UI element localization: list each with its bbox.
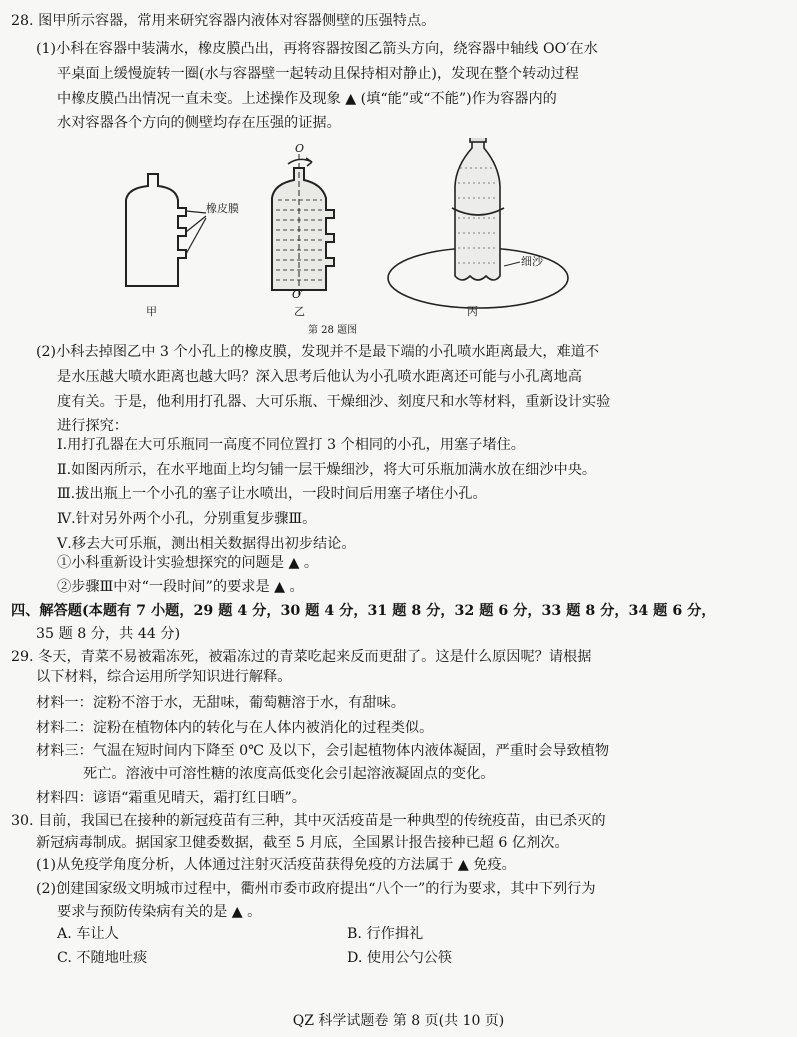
q30-p2-line2: 要求与预防传染病有关的是 ▲ 。 <box>57 904 262 920</box>
q30-p2-line1: (2)创建国家级文明城市过程中，衢州市委市政府提出“八个一”的行为要求，其中下列行为 <box>36 881 596 897</box>
q29-intro-line2: 以下材料，综合运用所学知识进行解释。 <box>36 669 292 685</box>
label-membrane: 橡皮膜 <box>206 202 239 215</box>
container-jia <box>126 174 206 286</box>
q30-option-c: C. 不随地吐痰 <box>57 950 148 966</box>
q29-material-1: 材料一：淀粉不溶于水，无甜味，葡萄糖溶于水，有甜味。 <box>36 695 405 711</box>
label-yi: 乙 <box>294 305 305 318</box>
q28-step-4: Ⅳ.针对另外两个小孔，分别重复步骤Ⅲ。 <box>57 511 317 527</box>
q28-p2-line1: (2)小科去掉图乙中 3 个小孔上的橡皮膜，发现并不是最下端的小孔喷水距离最大，难道不 <box>36 344 600 360</box>
figure-caption: 第 28 题图 <box>308 325 358 336</box>
label-jia: 甲 <box>146 305 157 318</box>
section4-heading-line2: 35 题 8 分，共 44 分) <box>36 626 181 642</box>
q30-option-d: D. 使用公勺公筷 <box>347 950 453 966</box>
q28-p1-line1: (1)小科在容器中装满水，橡皮膜凸出，再将容器按图乙箭头方向，绕容器中轴线 OO′在水 <box>36 41 598 57</box>
figure-28 <box>0 138 797 338</box>
q28-p1-line3: 中橡皮膜凸出情况一直未变。上述操作及现象 ▲ (填“能”或“不能”)作为容器内的 <box>57 91 557 107</box>
label-bing: 丙 <box>467 305 478 318</box>
q29-material-2: 材料二：淀粉在植物体内的转化与在人体内被消化的过程类似。 <box>36 720 434 736</box>
q30-p1: (1)从免疫学角度分析，人体通过注射灭活疫苗获得免疫的方法属于 ▲ 免疫。 <box>36 857 516 873</box>
q29-material-3: 材料三：气温在短时间内下降至 0℃ 及以下，会引起植物体内液体凝固，严重时会导致植物 <box>36 743 610 759</box>
q29-intro-line1: 29. 冬天，青菜不易被霜冻死，被霜冻过的青菜吃起来反而更甜了。这是什么原因呢？请根据 <box>11 649 592 665</box>
q29-material-4: 材料四：谚语“霜重见晴天，霜打红日晒”。 <box>36 790 306 806</box>
q30-intro-line2: 新冠病毒制成。据国家卫健委数据，截至 5 月底，全国累计报告接种已超 6 亿剂次。 <box>36 835 569 851</box>
q29-material-3-cont: 死亡。溶液中可溶性糖的浓度高低变化会引起溶液凝固点的变化。 <box>83 766 495 782</box>
q28-step-2: Ⅱ.如图丙所示，在水平地面上均匀铺一层干燥细沙，将大可乐瓶加满水放在细沙中央。 <box>57 462 597 478</box>
q30-option-b: B. 行作揖礼 <box>347 926 424 942</box>
label-o-bottom: O′ <box>292 288 304 301</box>
label-o-top: O <box>295 142 305 155</box>
page-footer: QZ 科学试题卷 第 8 页(共 10 页) <box>292 1013 505 1029</box>
q28-sub-1: ①小科重新设计实验想探究的问题是 ▲ 。 <box>57 555 319 571</box>
q28-step-3: Ⅲ.拔出瓶上一个小孔的塞子让水喷出，一段时间后用塞子堵住小孔。 <box>57 486 487 502</box>
q28-title: 28. 图甲所示容器，常用来研究容器内液体对容器侧壁的压强特点。 <box>11 13 436 29</box>
bottle-bing <box>388 138 568 308</box>
label-sand: 细沙 <box>521 255 543 268</box>
q28-p1-line4: 水对容器各个方向的侧壁均存在压强的证据。 <box>57 115 341 131</box>
container-yi <box>272 154 334 296</box>
q28-p2-line4: 进行探究： <box>57 418 128 434</box>
section4-heading: 四、解答题(本题有 7 小题，29 题 4 分，30 题 4 分，31 题 8 分，32 题 6 分，33 题 8 分，34 题 6 分， <box>11 603 716 619</box>
q28-p2-line2: 是水压越大喷水距离也越大吗？深入思考后他认为小孔喷水距离还可能与小孔离地高 <box>57 369 582 385</box>
q28-p2-line3: 度有关。于是，他利用打孔器、大可乐瓶、干燥细沙、刻度尺和水等材料，重新设计实验 <box>57 394 611 410</box>
q28-step-1: Ⅰ.用打孔器在大可乐瓶同一高度不同位置打 3 个相同的小孔，用塞子堵住。 <box>57 437 525 453</box>
q28-sub-2: ②步骤Ⅲ中对“一段时间”的要求是 ▲ 。 <box>57 579 304 595</box>
q30-intro-line1: 30. 目前，我国已在接种的新冠疫苗有三种，其中灭活疫苗是一种典型的传统疫苗，由已杀灭的 <box>11 813 606 829</box>
q28-p1-line2: 平桌面上缓慢旋转一圈(水与容器壁一起转动且保持相对静止)，发现在整个转动过程 <box>57 66 579 82</box>
q30-option-a: A. 车让人 <box>57 926 119 942</box>
figure-28-drawing <box>0 138 797 338</box>
q28-step-5: Ⅴ.移去大可乐瓶，测出相关数据得出初步结论。 <box>57 536 356 552</box>
